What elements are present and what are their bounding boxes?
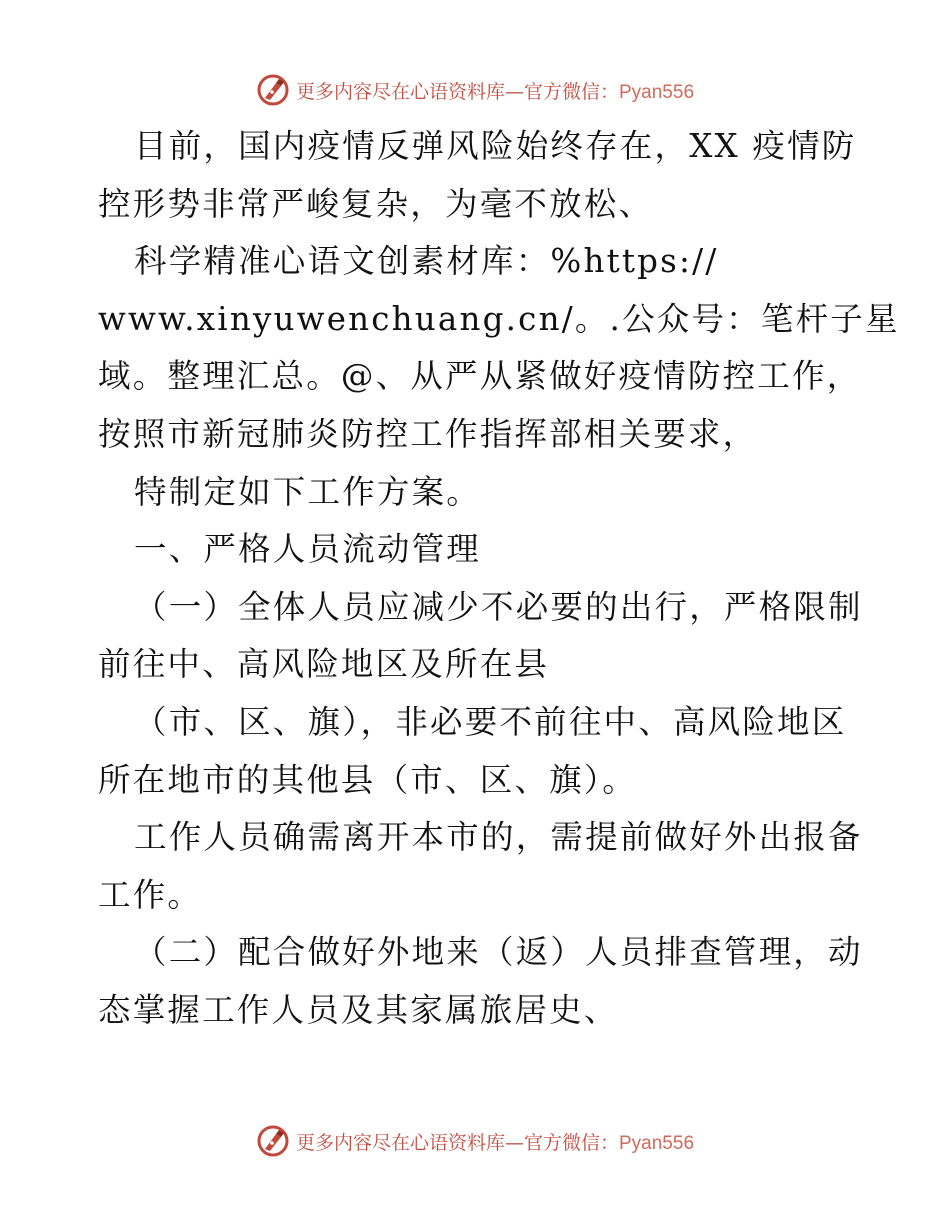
document-line: 前往中、高风险地区及所在县 bbox=[98, 645, 550, 684]
document-line: 所在地市的其他县（市、区、旗）。 bbox=[98, 760, 637, 799]
header-banner-wechat-label: 官方微信： bbox=[523, 80, 619, 103]
document-line: 工作。 bbox=[98, 875, 203, 914]
document-line: 目前，国内疫情反弹风险始终存在，XX 疫情防 bbox=[134, 127, 857, 165]
document-line: （二）配合做好外地来（返）人员排查管理，动 bbox=[134, 933, 863, 972]
document-line: 控形势非常严峻复杂，为毫不放松、 bbox=[98, 184, 654, 223]
document-line: 按照市新冠肺炎防控工作指挥部相关要求， bbox=[98, 414, 758, 453]
document-line: 一、严格人员流动管理 bbox=[134, 530, 482, 569]
document-line: （一）全体人员应减少不必要的出行，严格限制 bbox=[134, 587, 863, 626]
header-banner bbox=[0, 70, 950, 110]
document-line: 域。整理汇总。@、从严从紧做好疫情防控工作， bbox=[98, 357, 862, 396]
footer-banner-wechat-id: Pyan556 bbox=[619, 1132, 695, 1154]
document-line: 态掌握工作人员及其家属旅居史、 bbox=[98, 990, 619, 1029]
document-line: 工作人员确需离开本市的，需提前做好外出报备 bbox=[134, 818, 863, 857]
header-banner-separator: — bbox=[504, 80, 524, 103]
pen-nib-logo-icon bbox=[256, 1124, 290, 1158]
document-line: 科学精准心语文创素材库：%https:// bbox=[134, 242, 719, 281]
document-line: 特制定如下工作方案。 bbox=[134, 472, 482, 511]
footer-banner-wechat-label: 官方微信： bbox=[523, 1131, 619, 1154]
footer-banner bbox=[0, 1121, 950, 1161]
document-body bbox=[98, 118, 900, 1040]
header-banner-site: 更多内容尽在心语资料库 bbox=[295, 80, 505, 103]
footer-banner-text bbox=[296, 1128, 694, 1155]
document-line: www.xinyuwenchuang.cn/。.公众号：笔杆子星 bbox=[98, 299, 900, 338]
header-banner-wechat-id: Pyan556 bbox=[619, 81, 695, 103]
pen-nib-logo-icon bbox=[256, 73, 290, 107]
header-banner-text bbox=[296, 77, 694, 104]
footer-banner-site: 更多内容尽在心语资料库 bbox=[295, 1131, 505, 1154]
footer-banner-separator: — bbox=[504, 1131, 524, 1154]
document-line: （市、区、旗），非必要不前往中、高风险地区 bbox=[134, 702, 847, 741]
